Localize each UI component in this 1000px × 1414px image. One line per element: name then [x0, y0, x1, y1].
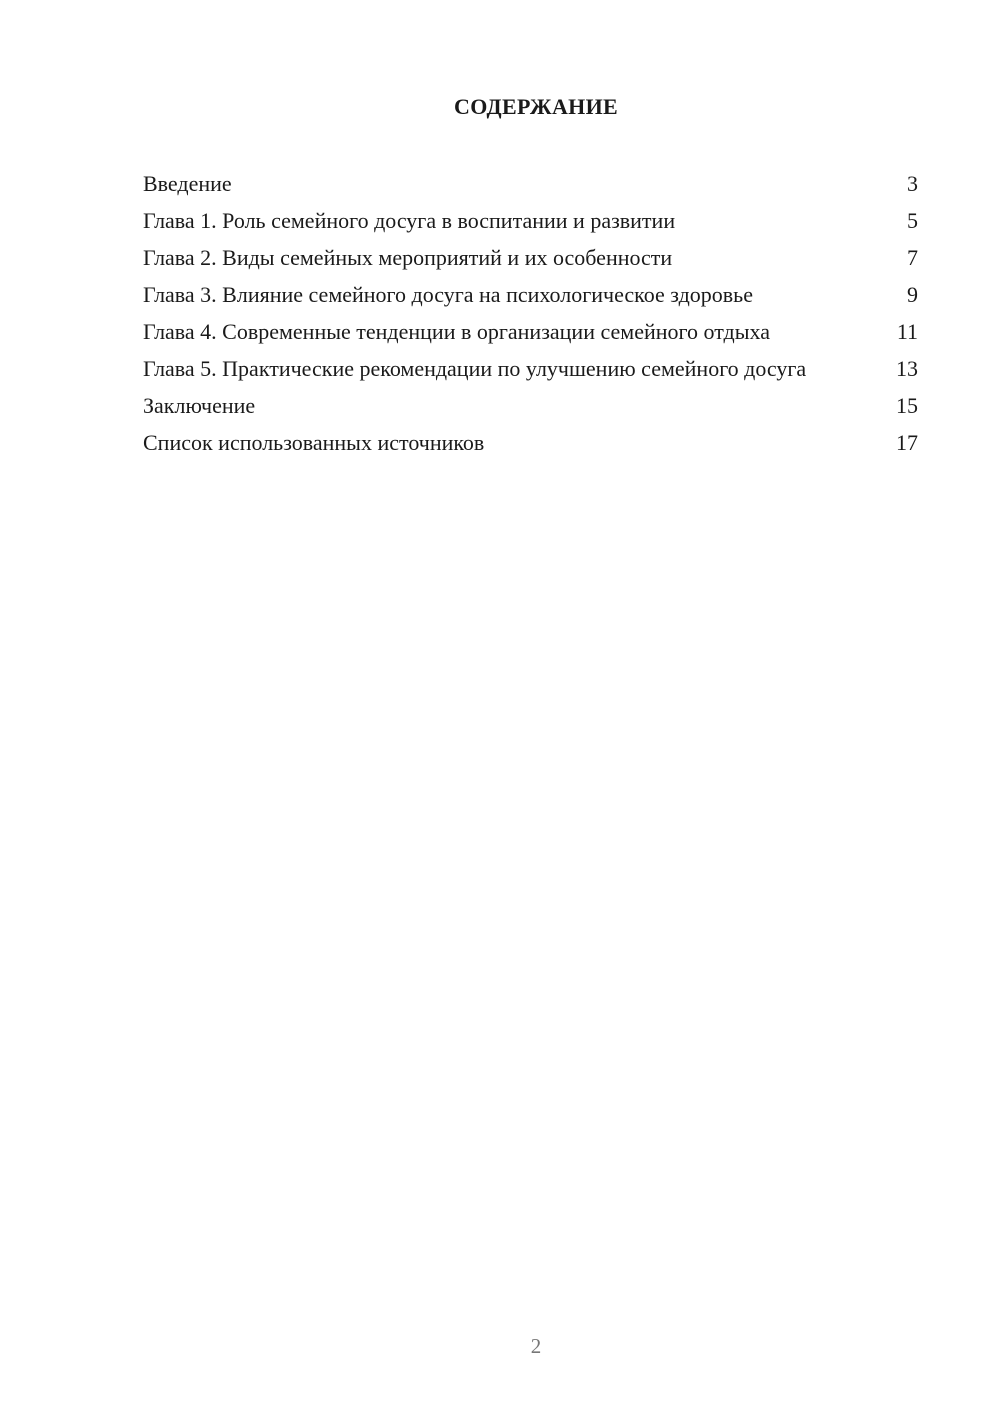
toc-entry-page: 5	[907, 208, 918, 233]
toc-entry-page: 11	[896, 319, 918, 344]
page-number: 2	[530, 1334, 542, 1358]
toc-entry-title: Глава 1. Роль семейного досуга в воспитании и развитии	[143, 208, 676, 233]
toc-entry-conclusion	[143, 392, 918, 419]
toc-entry-title: Глава 2. Виды семейных мероприятий и их особенности	[143, 245, 673, 270]
toc-entry-chapter-1	[143, 207, 918, 234]
toc-entry-page: 13	[896, 356, 918, 381]
toc-entry-page: 7	[907, 245, 918, 270]
toc-entry-title: Заключение	[143, 393, 256, 418]
toc-entry-page: 15	[896, 393, 918, 418]
toc-entry-title: Список использованных источников	[143, 430, 485, 455]
toc-entry-title: Глава 4. Современные тенденции в организации семейного отдыха	[143, 319, 770, 344]
toc-entry-chapter-3	[143, 281, 918, 308]
toc-entry-title: Глава 5. Практические рекомендации по улучшению семейного досуга	[143, 356, 807, 381]
toc-entry-references	[143, 429, 918, 456]
page-title: СОДЕРЖАНИЕ	[454, 94, 618, 119]
toc-entry-introduction	[143, 170, 918, 197]
toc-entry-page: 9	[907, 282, 918, 307]
toc-entry-page: 3	[907, 171, 918, 196]
toc-entry-chapter-5	[143, 355, 918, 382]
table-of-contents	[143, 170, 918, 466]
toc-entry-title: Глава 3. Влияние семейного досуга на психологическое здоровье	[143, 282, 753, 307]
toc-entry-chapter-4	[143, 318, 918, 345]
toc-entry-title: Введение	[143, 171, 232, 196]
toc-entry-chapter-2	[143, 244, 918, 271]
toc-entry-page: 17	[896, 430, 918, 455]
